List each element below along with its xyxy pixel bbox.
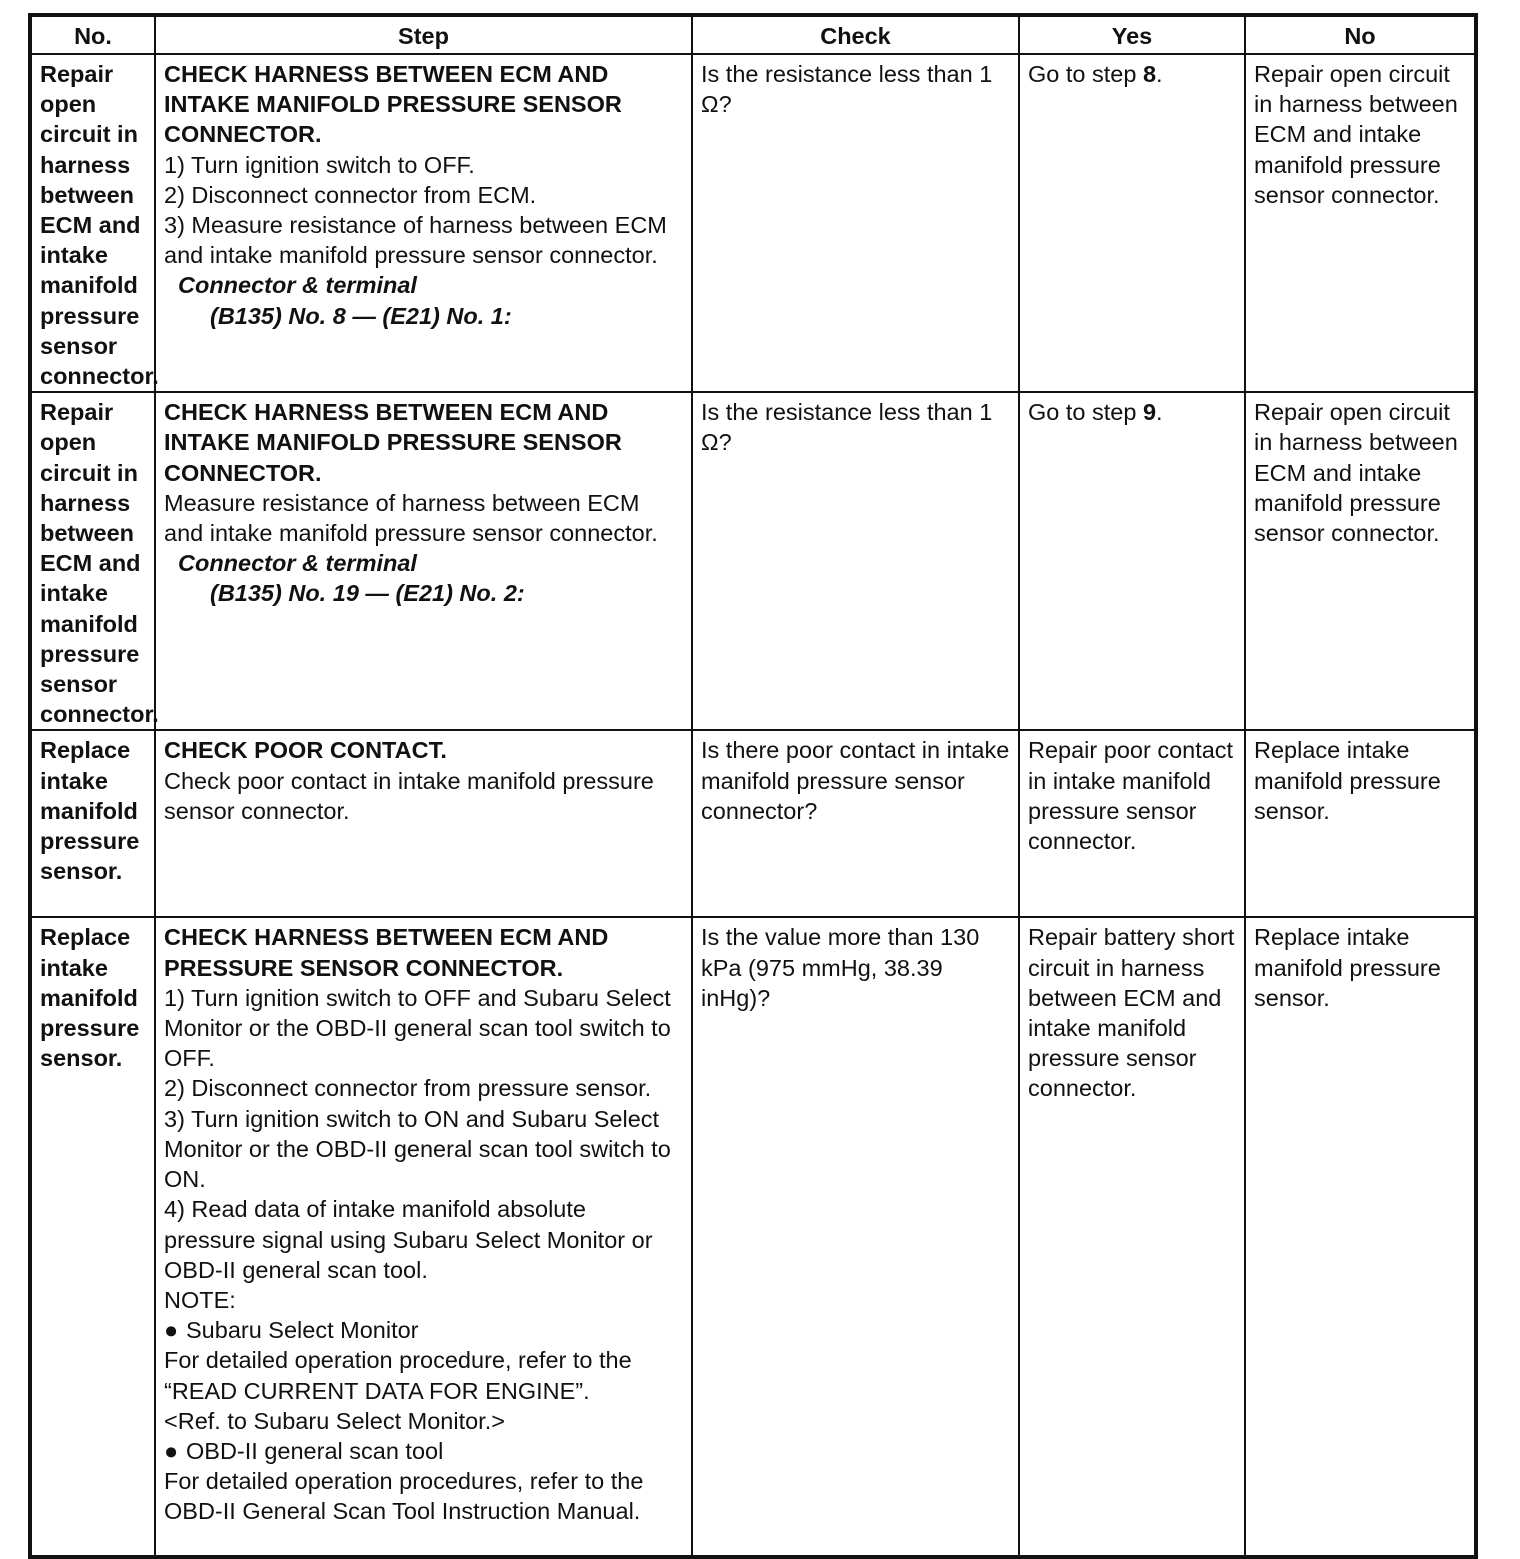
yes-step-number: 8 [1142, 61, 1157, 87]
bullet-dot-icon: ● [164, 1437, 179, 1464]
step-line: 4) Read data of intake manifold absolute pressure signal using Subaru Select Monitor or OBD-II general scan tool. [164, 1196, 653, 1283]
note-label: NOTE: [164, 1286, 236, 1313]
note-line: <Ref. to Subaru Select Monitor.> [164, 1407, 505, 1434]
connector-terminal: (B135) No. 19 — (E21) No. 2: [210, 580, 525, 607]
header-no: No. [30, 15, 155, 54]
diagnostic-page [28, 13, 1474, 1559]
yes-cell [1019, 54, 1245, 392]
connector-terminal: (B135) No. 8 — (E21) No. 1: [210, 302, 512, 329]
no-cell: Repair open circuit in harness between ECM and intake manifold pressure sensor connector. [1245, 54, 1476, 392]
check-cell: Is there poor contact in intake manifold pressure sensor connector? [692, 730, 1019, 917]
yes-cell [1019, 392, 1245, 730]
header-check: Check [692, 15, 1019, 54]
diagnostic-table [28, 13, 1478, 1559]
step-line: Measure resistance of harness between ECM and intake manifold pressure sensor connector. [164, 489, 658, 547]
bullet-dot-icon: ● [164, 1317, 179, 1344]
connector-label: Connector & terminal [178, 550, 417, 577]
step-title: CHECK POOR CONTACT. [164, 737, 447, 764]
yes-text: Go to step [1028, 399, 1143, 426]
bullet-item [164, 1436, 683, 1466]
check-cell: Is the resistance less than 1 Ω? [692, 392, 1019, 730]
no-cell: Replace intake manifold pressure sensor. [1245, 730, 1476, 917]
step-line: 2) Disconnect connector from ECM. [164, 181, 537, 208]
step-title: CHECK HARNESS BETWEEN ECM AND PRESSURE SENSOR CONNECTOR. [164, 924, 609, 981]
table-row-step-10 [30, 917, 1476, 1557]
header-step: Step [155, 15, 692, 54]
step-line: 1) Turn ignition switch to OFF. [164, 151, 475, 178]
row-number: Replace intake manifold pressure sensor. [30, 730, 155, 917]
step-cell [155, 917, 692, 1557]
yes-suffix: . [1156, 61, 1163, 87]
step-line: 3) Turn ignition switch to ON and Subaru Select Monitor or the OBD-II general scan tool switch to ON. [164, 1105, 671, 1193]
no-cell: Replace intake manifold pressure sensor. [1245, 917, 1476, 1557]
step-line: Check poor contact in intake manifold pressure sensor connector. [164, 767, 654, 824]
yes-cell: Repair poor contact in intake manifold pressure sensor connector. [1019, 730, 1245, 917]
check-cell: Is the value more than 130 kPa (975 mmHg, 38.39 inHg)? [692, 917, 1019, 1557]
step-title: CHECK HARNESS BETWEEN ECM AND INTAKE MANIFOLD PRESSURE SENSOR CONNECTOR. [164, 399, 622, 486]
yes-cell: Repair battery short circuit in harness between ECM and intake manifold pressure sensor connector. [1019, 917, 1245, 1557]
note-line: For detailed operation procedure, refer to the “READ CURRENT DATA FOR ENGINE”. [164, 1347, 632, 1404]
check-cell: Is the resistance less than 1 Ω? [692, 54, 1019, 392]
row-number: Repair open circuit in harness between ECM and intake manifold pressure sensor connector. [30, 392, 155, 730]
bullet-text: Subaru Select Monitor [186, 1317, 419, 1344]
step-line: 2) Disconnect connector from pressure sensor. [164, 1075, 652, 1102]
table-row-step-9 [30, 730, 1476, 917]
bullet-item [164, 1315, 683, 1345]
table-header-row [30, 15, 1476, 54]
step-cell [155, 54, 692, 392]
connector-label: Connector & terminal [178, 272, 417, 299]
yes-text: Go to step [1028, 61, 1143, 87]
table-row-step-8 [30, 392, 1476, 730]
row-number: Repair open circuit in harness between ECM and intake manifold pressure sensor connector. [30, 54, 155, 392]
step-title: CHECK HARNESS BETWEEN ECM AND INTAKE MANIFOLD PRESSURE SENSOR CONNECTOR. [164, 61, 622, 148]
bullet-text: OBD-II general scan tool [186, 1437, 444, 1464]
step-line: 1) Turn ignition switch to OFF and Subaru Select Monitor or the OBD-II general scan tool switch to OFF. [164, 984, 671, 1072]
step-cell [155, 730, 692, 917]
yes-step-number: 9 [1142, 399, 1157, 426]
step-line: 3) Measure resistance of harness between ECM and intake manifold pressure sensor connector. [164, 212, 667, 269]
header-yes: Yes [1019, 15, 1245, 54]
header-no-result: No [1245, 15, 1476, 54]
row-number: Replace intake manifold pressure sensor. [30, 917, 155, 1557]
step-cell [155, 392, 692, 730]
yes-suffix: . [1156, 399, 1163, 426]
note-line: For detailed operation procedures, refer to the OBD-II General Scan Tool Instruction Manual. [164, 1468, 644, 1525]
table-row-step-7 [30, 54, 1476, 392]
no-cell: Repair open circuit in harness between ECM and intake manifold pressure sensor connector. [1245, 392, 1476, 730]
